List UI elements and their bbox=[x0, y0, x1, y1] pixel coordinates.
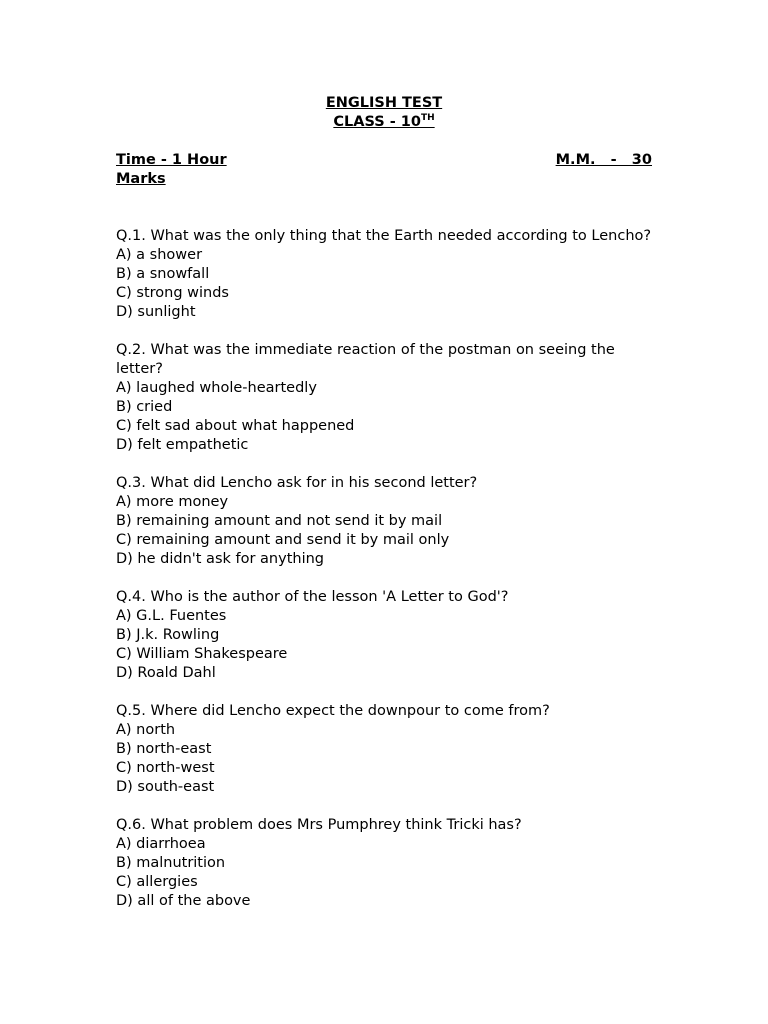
option-a: A) diarrhoea bbox=[116, 836, 206, 852]
option-d: D) sunlight bbox=[116, 304, 196, 320]
question-3 bbox=[116, 474, 656, 569]
question-list bbox=[116, 227, 656, 930]
question-2 bbox=[116, 341, 656, 455]
question-text: Q.6. What problem does Mrs Pumphrey think Tricki has? bbox=[116, 817, 522, 833]
option-b: B) malnutrition bbox=[116, 855, 226, 871]
question-text: Q.3. What did Lencho ask for in his second letter? bbox=[116, 475, 478, 491]
option-a: A) laughed whole-heartedly bbox=[116, 380, 317, 396]
test-title bbox=[0, 94, 768, 132]
maximum-marks: M.M. - 30 bbox=[555, 152, 652, 168]
option-d: D) felt empathetic bbox=[116, 437, 249, 453]
option-b: B) J.k. Rowling bbox=[116, 627, 220, 643]
option-c: C) William Shakespeare bbox=[116, 646, 288, 662]
option-d: D) all of the above bbox=[116, 893, 251, 909]
question-text: Q.5. Where did Lencho expect the downpour to come from? bbox=[116, 703, 550, 719]
option-a: A) north bbox=[116, 722, 176, 738]
question-text: Q.4. Who is the author of the lesson 'A Letter to God'? bbox=[116, 589, 509, 605]
option-b: B) a snowfall bbox=[116, 266, 210, 282]
option-c: C) remaining amount and send it by mail only bbox=[116, 532, 450, 548]
title-class bbox=[0, 113, 768, 132]
option-b: B) remaining amount and not send it by mail bbox=[116, 513, 443, 529]
question-5 bbox=[116, 702, 656, 797]
option-d: D) he didn't ask for anything bbox=[116, 551, 325, 567]
option-c: C) strong winds bbox=[116, 285, 229, 301]
question-6 bbox=[116, 816, 656, 911]
option-c: C) allergies bbox=[116, 874, 198, 890]
option-a: A) a shower bbox=[116, 247, 203, 263]
time-allowed: Time - 1 Hour bbox=[116, 152, 227, 168]
option-c: C) north-west bbox=[116, 760, 215, 776]
option-b: B) cried bbox=[116, 399, 173, 415]
question-1 bbox=[116, 227, 656, 322]
option-d: D) Roald Dahl bbox=[116, 665, 216, 681]
option-a: A) more money bbox=[116, 494, 229, 510]
option-b: B) north-east bbox=[116, 741, 212, 757]
question-4 bbox=[116, 588, 656, 683]
class-label: CLASS - 10 bbox=[333, 114, 421, 130]
class-superscript: TH bbox=[420, 113, 435, 124]
title-english-test: ENGLISH TEST bbox=[325, 95, 443, 111]
question-text: Q.2. What was the immediate reaction of the postman on seeing the letter? bbox=[116, 342, 615, 377]
marks-word: Marks bbox=[116, 171, 166, 187]
option-c: C) felt sad about what happened bbox=[116, 418, 355, 434]
option-a: A) G.L. Fuentes bbox=[116, 608, 227, 624]
option-d: D) south-east bbox=[116, 779, 215, 795]
question-text: Q.1. What was the only thing that the Earth needed according to Lencho? bbox=[116, 228, 652, 244]
